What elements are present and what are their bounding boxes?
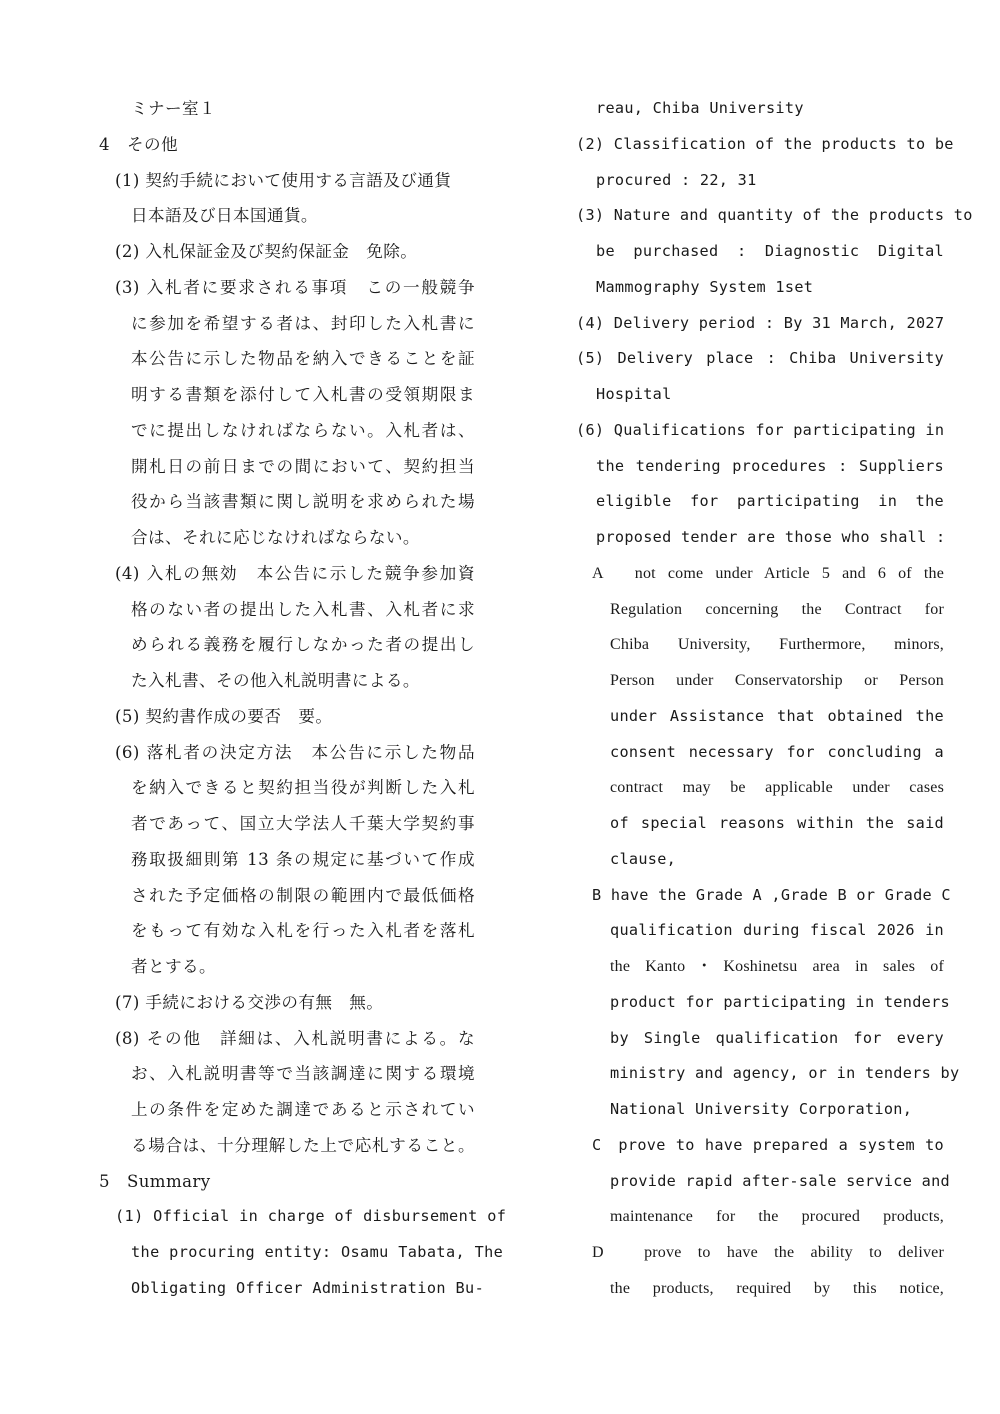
section-heading: 5 Summary — [99, 1171, 211, 1191]
text-line: D prove to have the ability to deliver — [592, 1244, 944, 1261]
text-line: (3) 入札者に要求される事項 この一般競争 — [115, 277, 475, 297]
text-line: 格のない者の提出した入札書、入札者に求 — [131, 599, 475, 619]
text-line: 本公告に示した物品を納入できることを証 — [131, 349, 475, 369]
text-line: (5) Delivery place : Chiba University — [576, 349, 944, 368]
text-line: Hospital — [596, 385, 672, 403]
text-line: (1) Official in charge of disbursement of — [115, 1207, 507, 1226]
text-line: Mammography System 1set — [596, 277, 814, 296]
text-line: qualification during fiscal 2026 in — [610, 921, 944, 940]
text-line: the procuring entity: Osamu Tabata, The — [131, 1243, 504, 1261]
text-line: Regulation concerning the Contract for — [610, 600, 944, 618]
text-line: by Single qualification for every — [610, 1028, 944, 1047]
text-line: eligible for participating in the — [596, 492, 944, 511]
text-line: Person under Conservatorship or Person — [610, 672, 944, 689]
text-line: A not come under Article 5 and 6 of the — [592, 564, 944, 582]
text-line: C prove to have prepared a system to — [592, 1135, 944, 1154]
text-line: product for participating in tenders — [610, 992, 950, 1011]
text-line: (8) その他 詳細は、入札説明書による。な — [115, 1028, 475, 1048]
text-line: Chiba University, Furthermore, minors, — [610, 636, 944, 654]
text-line: proposed tender are those who shall : — [596, 528, 946, 546]
text-line: をもって有効な入札を行った入札者を落札 — [131, 921, 475, 941]
text-line: the tendering procedures : Suppliers — [596, 456, 944, 475]
text-line: 明する書類を添付して入札書の受領期限ま — [131, 385, 475, 404]
text-line: 合は、それに応じなければならない。 — [131, 528, 420, 547]
text-line: B have the Grade A ,Grade B or Grade C — [592, 885, 951, 904]
text-line: maintenance for the procured products, — [610, 1208, 944, 1226]
text-line: clause, — [610, 849, 677, 868]
text-line: (6) 落札者の決定方法 本公告に示した物品 — [115, 742, 475, 762]
text-line: the products, required by this notice, — [610, 1279, 944, 1297]
text-line: 者であって、国立大学法人千葉大学契約事 — [131, 814, 475, 833]
text-line: (2) 入札保証金及び契約保証金 免除。 — [115, 242, 418, 261]
text-line: められる義務を履行しなかった者の提出し — [131, 635, 475, 655]
text-line: 者とする。 — [131, 957, 216, 976]
text-line: National University Corporation, — [610, 1100, 913, 1118]
text-line: under Assistance that obtained the — [610, 706, 944, 725]
text-line: (3) Nature and quantity of the products to — [576, 206, 973, 225]
left-column — [95, 91, 507, 1307]
text-line: consent necessary for concluding a — [610, 742, 944, 761]
text-line: お、入札説明書等で当該調達に関する環境 — [131, 1064, 475, 1084]
text-line: be purchased : Diagnostic Digital — [596, 242, 944, 260]
text-line: Obligating Officer Administration Bu- — [131, 1278, 485, 1297]
text-line: procured : 22, 31 — [596, 170, 757, 189]
right-column — [572, 91, 973, 1307]
text-line: contract may be applicable under cases — [610, 779, 944, 797]
text-line: 日本語及び日本国通貨。 — [131, 206, 318, 226]
text-line: 上の条件を定めた調達であると示されてい — [131, 1100, 475, 1119]
text-line: (2) Classification of the products to be — [576, 134, 954, 153]
text-line: でに提出しなければならない。入札者は、 — [131, 420, 475, 440]
text-line: (4) 入札の無効 本公告に示した競争参加資 — [115, 563, 475, 583]
text-line: 役から当該書類に関し説明を求められた場 — [131, 492, 475, 512]
text-line: た入札書、その他入札説明書による。 — [131, 671, 420, 690]
text-line: る場合は、十分理解した上で応札すること。 — [131, 1135, 475, 1155]
text-line: (7) 手続における交渉の有無 無。 — [115, 992, 384, 1012]
text-line: (5) 契約書作成の要否 要。 — [115, 706, 333, 726]
section-heading: 4 その他 — [99, 134, 178, 154]
text-line: に参加を希望する者は、封印した入札書に — [131, 313, 475, 333]
text-line: 務取扱細則第 13 条の規定に基づいて作成 — [131, 849, 475, 869]
text-line: ministry and agency, or in tenders by — [610, 1064, 960, 1083]
text-line: (4) Delivery period : By 31 March, 2027 — [576, 313, 945, 332]
text-line: provide rapid after-sale service and — [610, 1171, 950, 1190]
text-line: reau, Chiba University — [596, 99, 804, 117]
text-line: を納入できると契約担当役が判断した入札 — [131, 778, 475, 798]
text-line: the Kanto・Koshinetsu area in sales of — [610, 958, 944, 975]
text-line: された予定価格の制限の範囲内で最低価格 — [131, 885, 475, 905]
text-line: of special reasons within the said — [610, 814, 944, 832]
text-line: (6) Qualifications for participating in — [576, 420, 945, 439]
text-line: ミナー室１ — [131, 99, 216, 118]
text-line: (1) 契約手続において使用する言語及び通貨 — [115, 170, 452, 190]
text-line: 開札日の前日までの間において、契約担当 — [131, 456, 475, 476]
